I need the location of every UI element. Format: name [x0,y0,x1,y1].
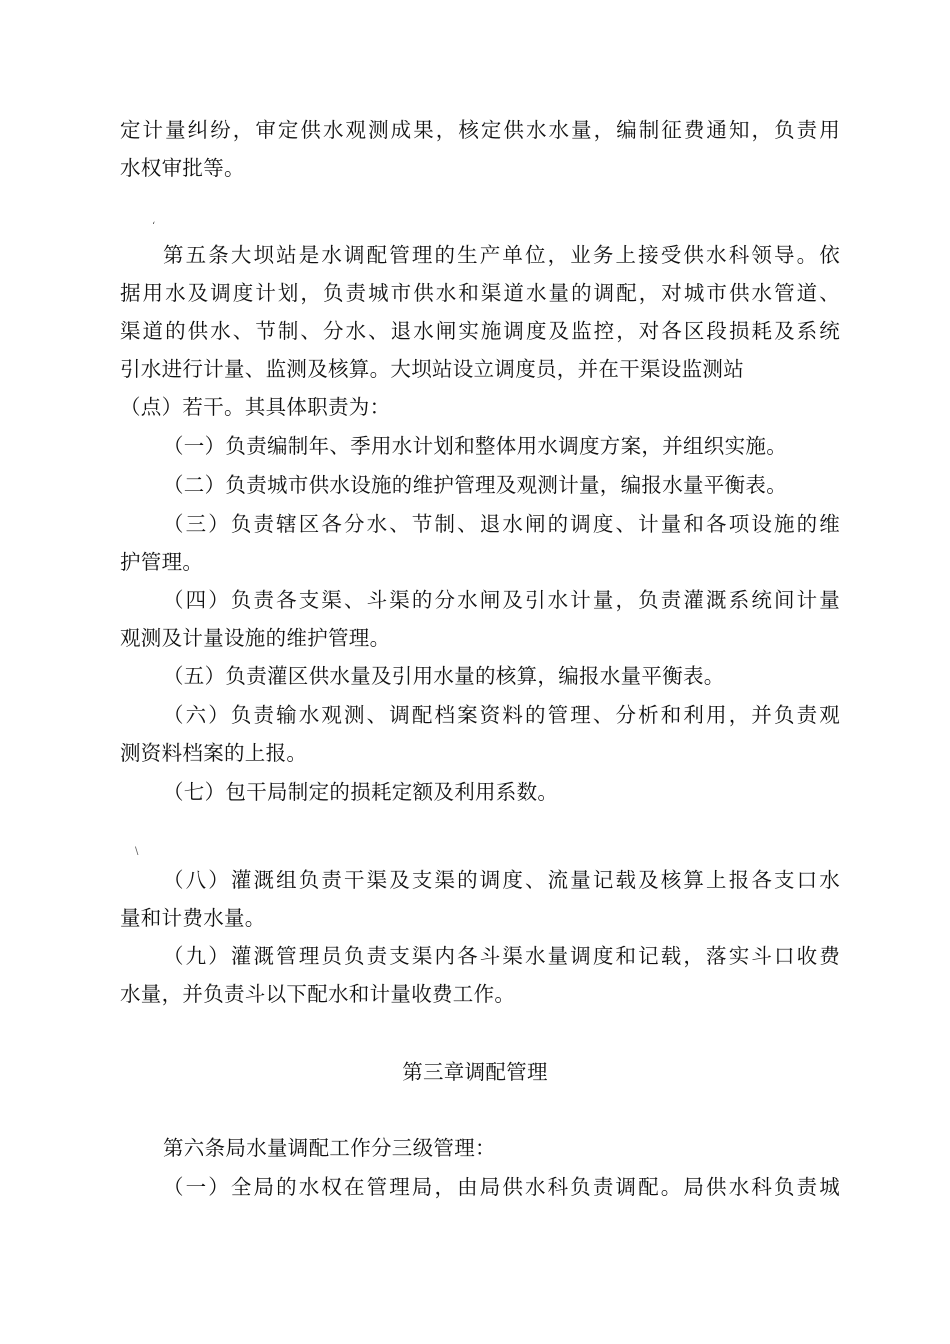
list-item: （三）负责辖区各分水、节制、退水闸的调度、计量和各项设施的维 [163,512,840,536]
paragraph-line: 渠道的供水、节制、分水、退水闸实施调度及监控，对各区段损耗及系统 [120,319,840,343]
paragraph-line: 据用水及调度计划，负责城市供水和渠道水量的调配，对城市供水管道、 [120,281,840,305]
list-item-continuation: 水量，并负责斗以下配水和计量收费工作。 [120,982,516,1006]
stray-mark: \ [135,846,139,857]
paragraph-line: （点）若干。其具体职责为： [120,395,391,419]
list-item: （一）负责编制年、季用水计划和整体用水调度方案，并组织实施。 [163,434,787,458]
list-item: （一）全局的水权在管理局，由局供水科负责调配。局供水科负责城 [163,1175,840,1199]
list-item: （四）负责各支渠、斗渠的分水闸及引水计量，负责灌溉系统间计量 [163,588,840,612]
list-item: （九）灌溉管理员负责支渠内各斗渠水量调度和记载，落实斗口收费 [163,944,840,968]
list-item-continuation: 护管理。 [120,550,204,574]
list-item: （七）包干局制定的损耗定额及利用系数。 [163,780,559,804]
list-item: （六）负责输水观测、调配档案资料的管理、分析和利用，并负责观 [163,703,840,727]
paragraph-line: 水权审批等。 [120,156,245,180]
list-item: （二）负责城市供水设施的维护管理及观测计量，编报水量平衡表。 [163,473,787,497]
paragraph-line: 第六条局水量调配工作分三级管理： [163,1136,496,1160]
list-item: （五）负责灌区供水量及引用水量的核算，编报水量平衡表。 [163,664,725,688]
list-item: （八）灌溉组负责干渠及支渠的调度、流量记载及核算上报各支口水 [163,868,840,892]
list-item-continuation: 量和计费水量。 [120,906,266,930]
list-item-continuation: 测资料档案的上报。 [120,741,308,765]
paragraph-line: 定计量纠纷，审定供水观测成果，核定供水水量，编制征费通知，负责用 [120,118,840,142]
paragraph-line: 第五条大坝站是水调配管理的生产单位，业务上接受供水科领导。依 [163,243,840,267]
stray-mark: ‘ [152,221,156,232]
paragraph-line: 引水进行计量、监测及核算。大坝站设立调度员，并在干渠设监测站 [120,357,744,381]
list-item-continuation: 观测及计量设施的维护管理。 [120,626,391,650]
chapter-heading: 第三章调配管理 [402,1060,548,1084]
